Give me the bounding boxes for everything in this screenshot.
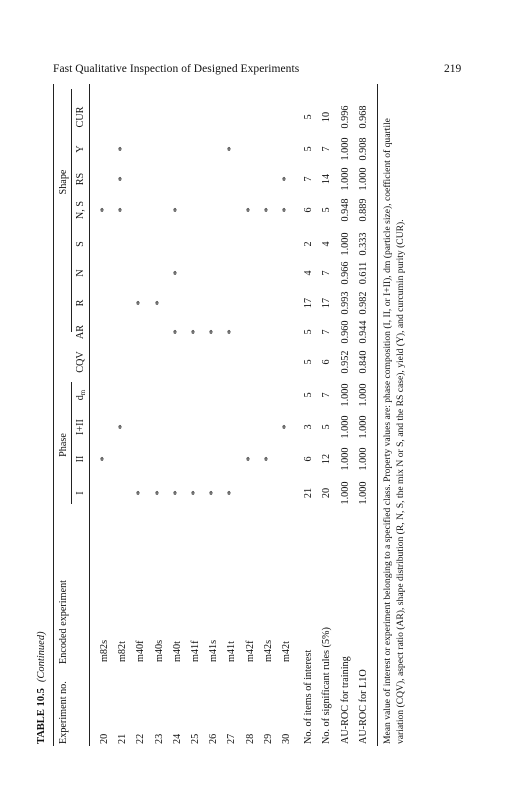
rotated-table (34, 72, 449, 752)
membership-asterisk: * (226, 329, 238, 335)
shape-group-rule (71, 89, 72, 332)
table-cell-value: 2 (303, 241, 315, 247)
encoded-experiment-code: m42s (262, 639, 274, 662)
table-cell-value: 0.982 (357, 291, 369, 315)
experiment-number: 26 (208, 733, 220, 744)
encoded-experiment-code: m42f (244, 640, 256, 662)
membership-asterisk: * (190, 490, 201, 496)
table-cell-value: 0.908 (357, 137, 369, 161)
table-cell-value: 0.968 (357, 105, 369, 129)
membership-asterisk: * (153, 300, 165, 306)
membership-asterisk: * (262, 207, 274, 213)
table-cell-value: 6 (321, 359, 333, 365)
membership-asterisk: * (117, 146, 129, 152)
column-header: RS (75, 172, 86, 186)
header-bottom-rule (89, 84, 90, 746)
table-cell-value: 7 (321, 146, 333, 152)
membership-asterisk: * (171, 329, 183, 335)
membership-asterisk: * (135, 300, 147, 306)
column-header: CUR (75, 106, 86, 128)
encoded-experiment-code: m41f (190, 640, 201, 662)
encoded-experiment-code: m41s (208, 639, 220, 662)
experiment-number: 25 (190, 733, 201, 744)
membership-asterisk: * (171, 270, 183, 276)
membership-asterisk: * (208, 490, 220, 496)
column-header: Y (75, 145, 86, 153)
encoded-experiment-code: m82t (117, 641, 129, 662)
membership-asterisk: * (99, 207, 110, 213)
table-cell-value: 1.000 (357, 167, 369, 191)
membership-asterisk: * (117, 176, 129, 182)
membership-asterisk: * (281, 207, 292, 213)
table-cell-value: 0.944 (357, 320, 369, 344)
table-cell-value: 17 (321, 297, 333, 309)
table-cell-value: 7 (321, 270, 333, 276)
table-cell-value: 1.000 (357, 383, 369, 407)
running-title: Fast Qualitative Inspection of Designed Experiments (53, 63, 300, 75)
caption-label: TABLE 10.5 (36, 688, 47, 744)
table-cell-value: 21 (303, 487, 315, 499)
table-cell-value: 14 (321, 173, 333, 185)
summary-row-label: AU-ROC for training (339, 656, 351, 744)
phase-group-rule (71, 382, 72, 504)
membership-asterisk: * (171, 207, 183, 213)
table-cell-value: 4 (303, 270, 315, 276)
experiment-number: 28 (244, 733, 256, 744)
table-cell-value: 0.960 (339, 320, 351, 344)
membership-asterisk: * (244, 456, 256, 462)
experiment-number: 20 (99, 733, 110, 744)
membership-asterisk: * (135, 490, 147, 496)
experiment-number: 27 (226, 733, 238, 744)
table-cell-value: 10 (321, 111, 333, 123)
bottom-rule (377, 84, 378, 746)
column-header: N (75, 269, 86, 277)
membership-asterisk: * (226, 146, 238, 152)
encoded-experiment-code: m42t (281, 641, 292, 662)
membership-asterisk: * (244, 207, 256, 213)
column-header: I+II (75, 419, 86, 435)
experiment-number: 23 (153, 733, 165, 744)
table-cell-value: 0.952 (339, 350, 351, 374)
column-header: R (75, 299, 86, 307)
table-cell-value: 5 (303, 359, 315, 365)
table-cell-value: 0.889 (357, 198, 369, 222)
table-cell-value: 3 (303, 424, 315, 430)
encoded-experiment-code: m40s (153, 639, 165, 662)
summary-row-label: No. of significant rules (5%) (321, 627, 333, 744)
table-cell-value: 20 (321, 487, 333, 499)
encoded-experiment-code: m41t (226, 641, 238, 662)
summary-row-label: No. of items of interest (303, 649, 315, 744)
membership-asterisk: * (99, 456, 110, 462)
table-cell-value: 5 (303, 114, 315, 120)
encoded-experiment-code: m40f (135, 640, 147, 662)
table-cell-value: 1.000 (339, 415, 351, 439)
column-header: I (75, 491, 86, 495)
table-cell-value: 0.333 (357, 232, 369, 256)
membership-asterisk: * (117, 207, 129, 213)
table-cell-value: 1.000 (339, 447, 351, 471)
caption-status: (Continued) (36, 631, 47, 683)
summary-row-label: AU-ROC for L1O (357, 669, 369, 744)
table-cell-value: 1.000 (357, 447, 369, 471)
membership-asterisk: * (208, 329, 220, 335)
table-cell-value: 1.000 (339, 232, 351, 256)
column-header: S (75, 241, 86, 247)
membership-asterisk: * (171, 490, 183, 496)
table-cell-value: 7 (321, 392, 333, 398)
table-cell-value: 1.000 (357, 415, 369, 439)
table-cell-value: 4 (321, 241, 333, 247)
table-cell-value: 1.000 (339, 383, 351, 407)
experiment-number: 29 (262, 733, 274, 744)
table-cell-value: 5 (321, 424, 333, 430)
table-caption (37, 631, 48, 744)
table-cell-value: 1.000 (339, 137, 351, 161)
column-header: $d_m$ (75, 389, 87, 401)
column-header: CQV (75, 351, 86, 373)
header-experiment-no: Experiment no. (58, 681, 69, 744)
table-cell-value: 7 (321, 329, 333, 335)
table-cell-value: 6 (303, 456, 315, 462)
membership-asterisk: * (190, 329, 201, 335)
table-cell-value: 0.611 (357, 261, 369, 285)
experiment-number: 24 (171, 733, 183, 744)
table-cell-value: 7 (303, 176, 315, 182)
table-cell-value: 0.996 (339, 105, 351, 129)
header-shape-group: Shape (58, 169, 69, 195)
table-cell-value: 17 (303, 297, 315, 309)
page-number: 219 (444, 63, 462, 75)
membership-asterisk: * (262, 456, 274, 462)
experiment-number: 21 (117, 733, 129, 744)
experiment-number: 22 (135, 733, 147, 744)
table-cell-value: 5 (303, 146, 315, 152)
table-cell-value: 12 (321, 453, 333, 465)
encoded-experiment-code: m40t (171, 641, 183, 662)
column-header: N, S (75, 200, 86, 220)
membership-asterisk: * (281, 424, 292, 430)
table-cell-value: 0.948 (339, 198, 351, 222)
membership-asterisk: * (226, 490, 238, 496)
membership-asterisk: * (281, 176, 292, 182)
header-encoded-experiment: Encoded experiment (58, 579, 69, 664)
top-rule (53, 84, 54, 746)
membership-asterisk: * (117, 424, 129, 430)
column-header: II (75, 455, 86, 463)
column-header: AR (75, 324, 86, 340)
membership-asterisk: * (153, 490, 165, 496)
table-cell-value: 0.966 (339, 261, 351, 285)
table-cell-value: 5 (321, 207, 333, 213)
table-cell-value: 5 (303, 392, 315, 398)
table-cell-value: 1.000 (339, 167, 351, 191)
table-cell-value: 1.000 (357, 481, 369, 505)
table-cell-value: 1.000 (339, 481, 351, 505)
table-cell-value: 0.993 (339, 291, 351, 315)
experiment-number: 30 (281, 733, 292, 744)
table-cell-value: 6 (303, 207, 315, 213)
table-cell-value: 0.840 (357, 350, 369, 374)
column-header-subscript: m (79, 389, 87, 396)
encoded-experiment-code: m82s (99, 639, 110, 662)
table-cell-value: 5 (303, 329, 315, 335)
header-phase-group: Phase (58, 433, 69, 457)
table-footnote: Mean value of interest or experiment belonging to a specified class. Property values are: phase composition (I, II, or I+II), dm (particle size), coefficient of quartile variation (CQV), aspect ratio (AR), shape distribution (R, N, S, the mix N or S, and the RS case), yield (Y), and curcumin purity (CUR). (382, 118, 406, 744)
